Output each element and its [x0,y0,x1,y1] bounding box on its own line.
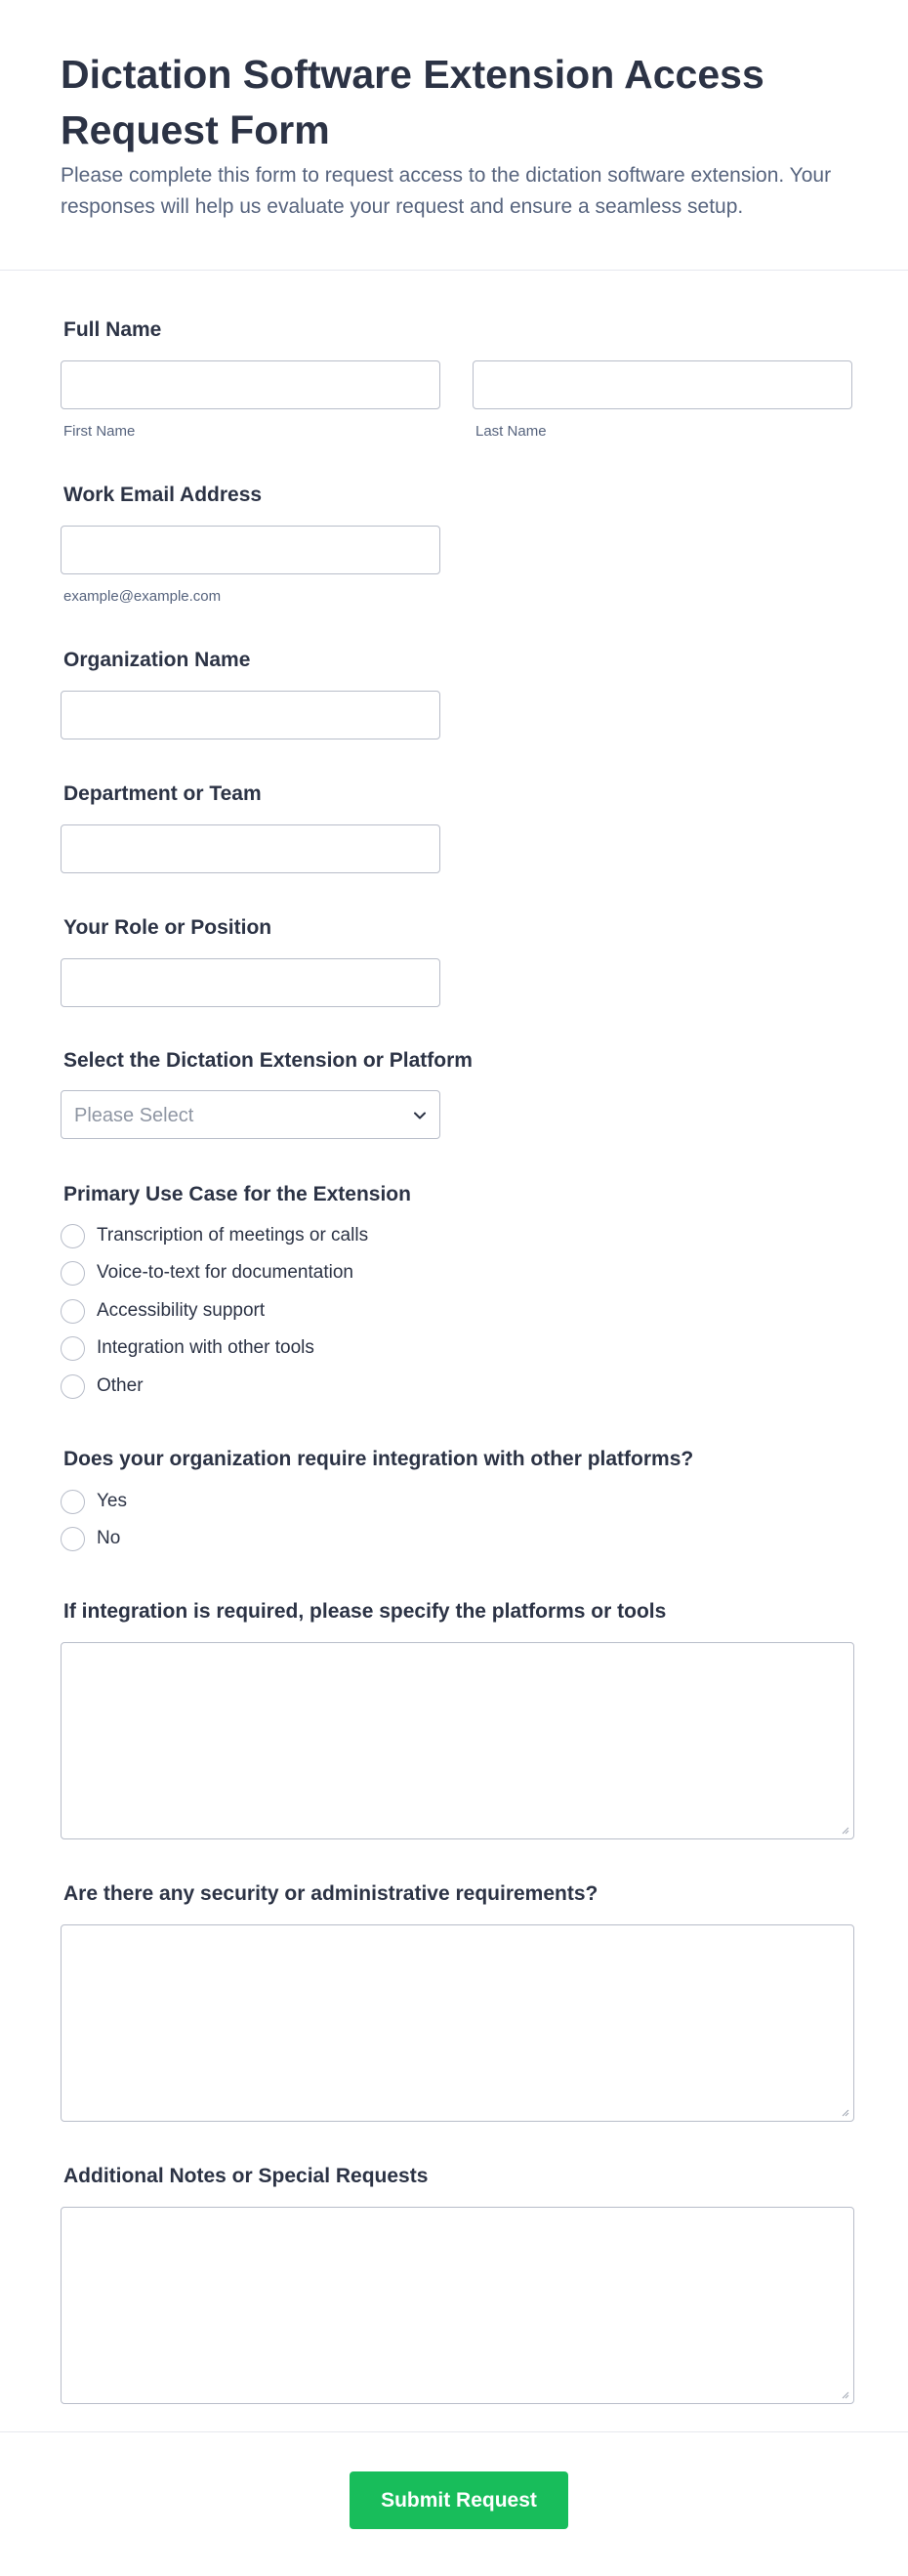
platform-label: Select the Dictation Extension or Platform [63,1049,473,1072]
integration-label: Does your organization require integration with other platforms? [63,1448,694,1470]
integration-details-textarea[interactable] [61,1642,854,1839]
platform-select-value: Please Select [74,1105,194,1126]
radio-label: Transcription of meetings or calls [97,1225,369,1246]
chevron-down-icon [412,1108,428,1123]
radio-label: Other [97,1375,144,1396]
radio-button[interactable] [61,1527,85,1551]
email-label: Work Email Address [63,484,263,506]
role-input[interactable] [61,958,440,1007]
radio-button[interactable] [61,1224,85,1248]
form-footer [0,2431,908,2576]
platform-select[interactable] [61,1090,440,1139]
organization-input[interactable] [61,691,440,739]
radio-label: No [97,1528,121,1548]
last-name-sublabel: Last Name [475,423,547,440]
email-input[interactable] [61,526,440,574]
radio-button[interactable] [61,1336,85,1361]
radio-label: Integration with other tools [97,1337,314,1358]
form-title: Dictation Software Extension Access Request Form [61,52,764,152]
role-label: Your Role or Position [63,916,272,939]
department-input[interactable] [61,824,440,873]
notes-textarea[interactable] [61,2207,854,2404]
department-label: Department or Team [63,782,262,805]
radio-label: Accessibility support [97,1300,266,1321]
radio-label: Yes [97,1491,127,1511]
full-name-label: Full Name [63,318,162,341]
security-textarea[interactable] [61,1924,854,2122]
first-name-input[interactable] [61,360,440,409]
form-header [0,0,908,271]
radio-button[interactable] [61,1374,85,1399]
use-case-label: Primary Use Case for the Extension [63,1183,411,1205]
form-subtitle: Please complete this form to request access to the dictation software extension. Your responses will help us evaluate your request and ensure a seamless setup. [61,164,832,218]
radio-button[interactable] [61,1261,85,1286]
resize-grip-icon[interactable] [841,2108,849,2117]
resize-grip-icon[interactable] [841,2390,849,2399]
organization-label: Organization Name [63,649,251,671]
last-name-input[interactable] [473,360,852,409]
submit-button[interactable]: Submit Request [350,2471,568,2529]
security-label: Are there any security or administrative requirements? [63,1882,598,1905]
radio-label: Voice-to-text for documentation [97,1262,353,1283]
radio-button[interactable] [61,1490,85,1514]
radio-button[interactable] [61,1299,85,1324]
integration-details-label: If integration is required, please specify the platforms or tools [63,1600,667,1623]
notes-label: Additional Notes or Special Requests [63,2165,429,2187]
email-sublabel: example@example.com [63,588,222,605]
resize-grip-icon[interactable] [841,1826,849,1835]
first-name-sublabel: First Name [63,423,136,440]
